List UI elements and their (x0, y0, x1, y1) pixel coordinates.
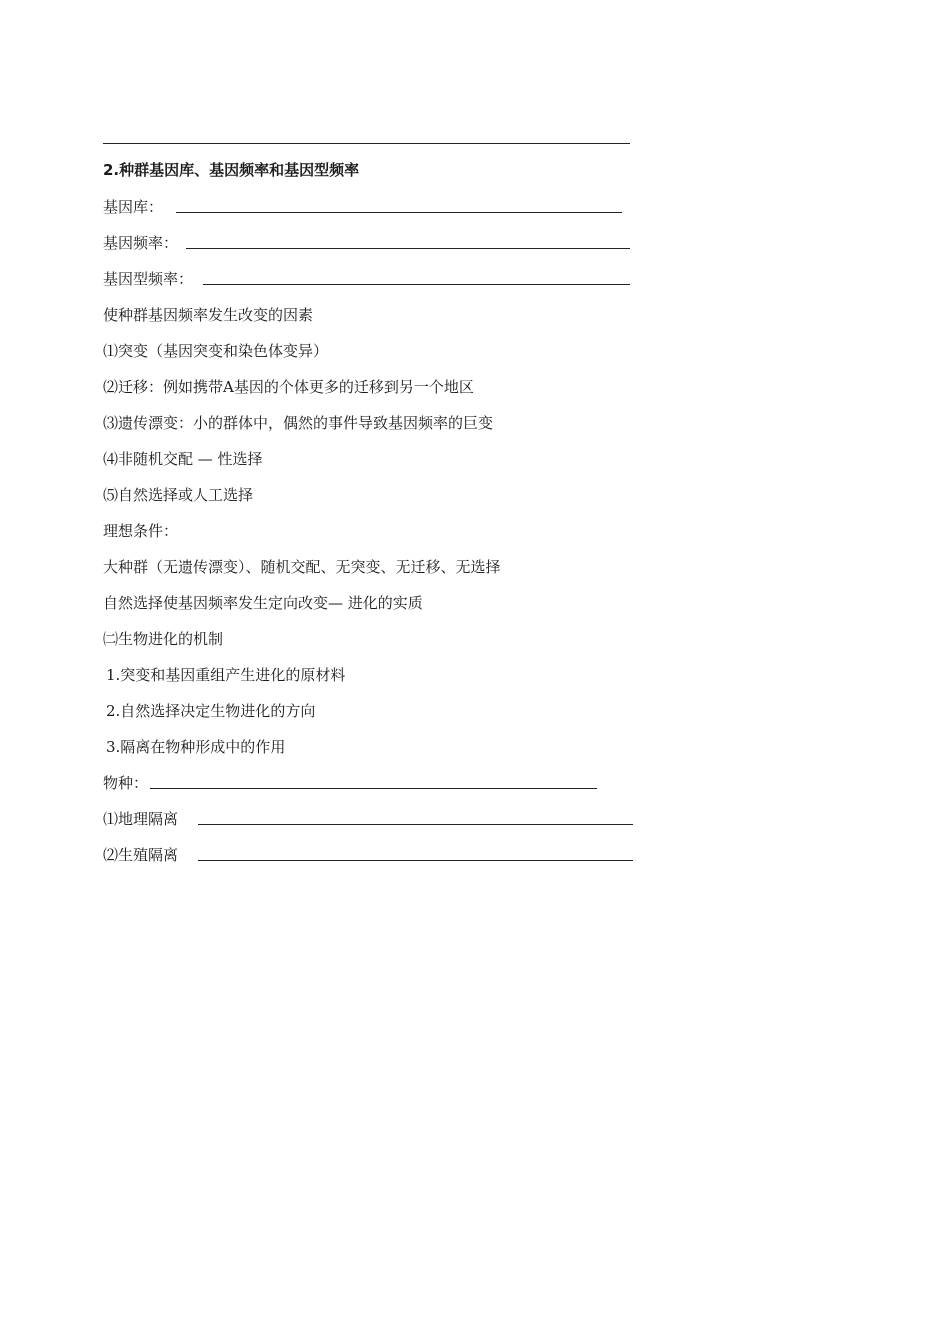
mechanism-item: 2.自然选择决定生物进化的方向 (106, 702, 316, 720)
evolution-essence-text: 自然选择使基因频率发生定向改变— 进化的实质 (103, 594, 423, 612)
mechanism-item: 1.突变和基因重组产生进化的原材料 (106, 666, 346, 684)
reproductive-isolation-label: ⑵生殖隔离 (103, 846, 179, 864)
species-blank[interactable] (150, 788, 597, 789)
mechanism-item: 3.隔离在物种形成中的作用 (106, 738, 286, 756)
factor-item: ⑵迁移：例如携带A基因的个体更多的迁移到另一个地区 (103, 378, 474, 396)
factor-item: ⑶遗传漂变：小的群体中，偶然的事件导致基因频率的巨变 (103, 414, 494, 432)
genotype-frequency-blank[interactable] (203, 284, 630, 285)
geographic-isolation-blank[interactable] (198, 824, 633, 825)
gene-frequency-label: 基因频率： (103, 234, 179, 252)
genotype-frequency-label: 基因型频率： (103, 270, 194, 288)
species-label: 物种： (103, 774, 149, 792)
section-heading: 2.种群基因库、基因频率和基因型频率 (103, 161, 360, 179)
ideal-conditions-title: 理想条件： (103, 522, 179, 540)
ideal-conditions-text: 大种群（无遗传漂变）、随机交配、无突变、无迁移、无选择 (103, 558, 501, 576)
reproductive-isolation-blank[interactable] (198, 860, 633, 861)
gene-pool-label: 基因库： (103, 198, 164, 216)
gene-pool-blank[interactable] (176, 212, 622, 213)
top-blank-line (103, 143, 630, 144)
geographic-isolation-label: ⑴地理隔离 (103, 810, 179, 828)
factor-item: ⑸自然选择或人工选择 (103, 486, 254, 504)
mechanism-title: ㈡生物进化的机制 (103, 630, 224, 648)
gene-frequency-blank[interactable] (186, 248, 630, 249)
factors-title: 使种群基因频率发生改变的因素 (103, 306, 314, 324)
factor-item: ⑴突变（基因突变和染色体变异） (103, 342, 329, 360)
factor-item: ⑷非随机交配 — 性选择 (103, 450, 263, 468)
